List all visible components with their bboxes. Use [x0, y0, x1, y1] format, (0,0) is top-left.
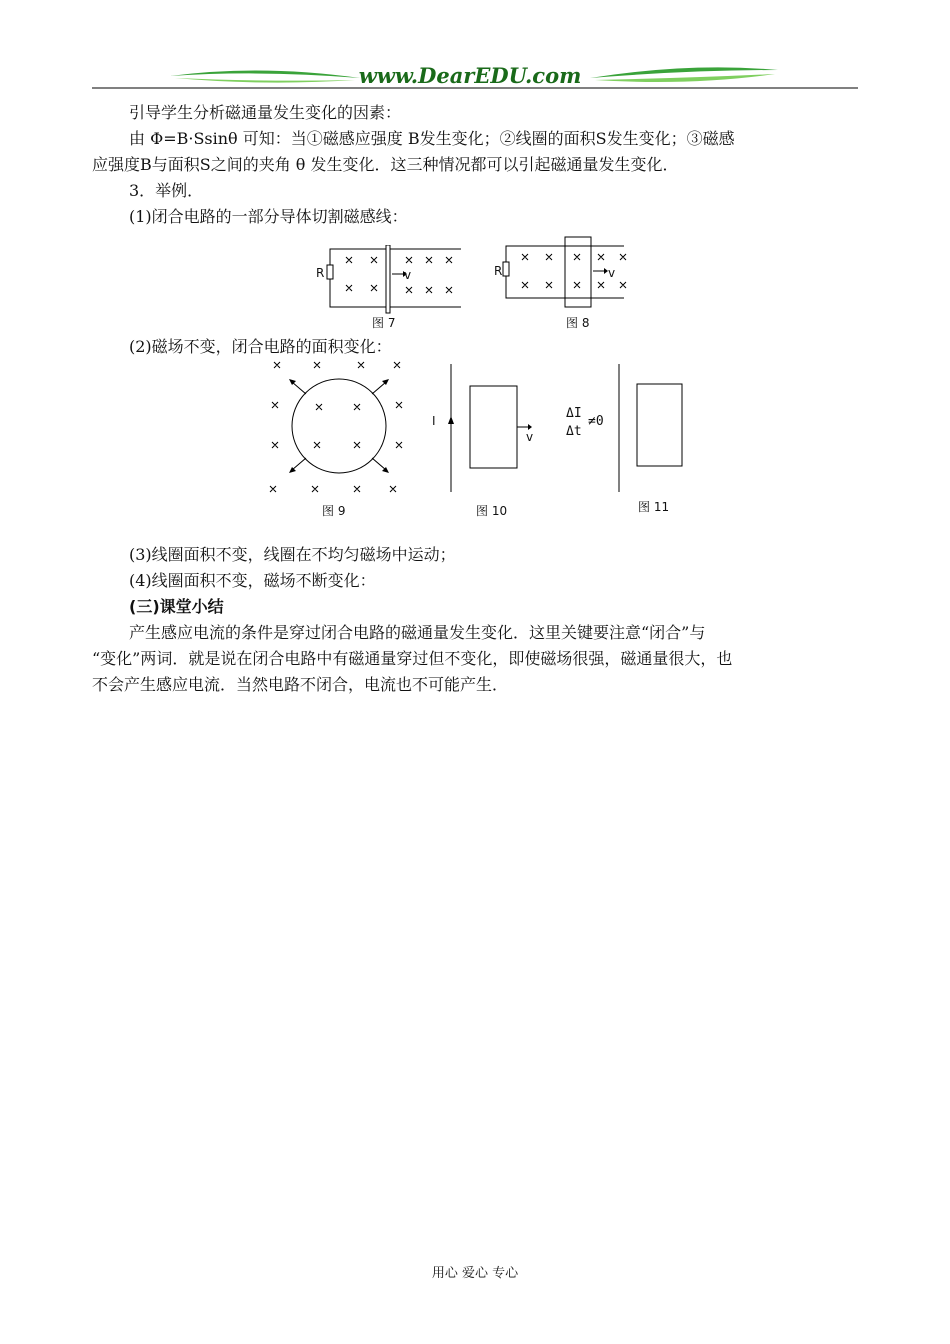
- header-banner: [0, 56, 950, 96]
- section-heading-summary: (三)课堂小结: [129, 597, 224, 616]
- figure-11-caption: 图 11: [638, 500, 670, 514]
- paragraph-examples: 3．举例．: [129, 181, 204, 200]
- paragraph-summary-1: 产生感应电流的条件是穿过闭合电路的磁通量发生变化．这里关键要注意“闭合”与: [129, 623, 706, 642]
- paragraph-summary-2: “变化”两词．就是说在闭合电路中有磁通量穿过但不变化，即使磁场很强，磁通量很大，也: [92, 649, 733, 668]
- figure-7: [316, 245, 466, 315]
- conductor-bar-7: [386, 245, 390, 313]
- figure-10: [444, 364, 544, 494]
- figure-9: [264, 358, 414, 498]
- coil-11: [637, 384, 682, 466]
- figure-8: [494, 236, 644, 311]
- resistor-label-8: R: [494, 264, 503, 278]
- velocity-label-7: v: [404, 268, 412, 282]
- loop-frame-8: [565, 237, 591, 307]
- paragraph-example-1: (1)闭合电路的一部分导体切割磁感线：: [129, 207, 408, 226]
- page-footer: 用心 爱心 专心: [431, 1266, 519, 1281]
- paragraph-factors: 引导学生分析磁通量发生变化的因素：: [129, 103, 402, 122]
- resistor-8: [503, 262, 509, 276]
- paragraph-summary-3: 不会产生感应电流．当然电路不闭合，电流也不可能产生．: [92, 675, 509, 694]
- paragraph-example-3: (3)线圈面积不变，线圈在不均匀磁场中运动；: [129, 545, 456, 564]
- coil-10: [470, 386, 517, 468]
- resistor-7: [327, 265, 333, 279]
- left-swoosh: [170, 70, 360, 78]
- current-label-10: I: [432, 414, 436, 428]
- paragraph-formula-2: 应强度B与面积S之间的夹角 θ 发生变化．这三种情况都可以引起磁通量发生变化．: [92, 155, 679, 174]
- expanding-loop: [292, 379, 386, 473]
- velocity-label-10: v: [526, 430, 534, 444]
- resistor-label-7: R: [316, 266, 325, 280]
- figure-10-caption: 图 10: [476, 504, 508, 518]
- paragraph-example-2: (2)磁场不变，闭合电路的面积变化：: [129, 337, 392, 356]
- figure-11: [600, 364, 700, 494]
- delta-t-label: Δt: [566, 424, 582, 439]
- delta-i-label: ΔI: [566, 406, 582, 421]
- figure-9-caption: 图 9: [322, 504, 346, 518]
- not-zero-label: ≠0: [588, 414, 604, 429]
- paragraph-example-4: (4)线圈面积不变，磁场不断变化：: [129, 571, 376, 590]
- figure-7-caption: 图 7: [372, 316, 396, 330]
- left-swoosh-2: [175, 78, 355, 83]
- velocity-label-8: v: [608, 266, 616, 280]
- figure-8-caption: 图 8: [566, 316, 590, 330]
- page-header: [0, 56, 950, 96]
- paragraph-formula-1: 由 Φ=B·Ssinθ 可知：当①磁感应强度 B发生变化；②线圈的面积S发生变化；③磁感: [129, 129, 735, 148]
- site-logo-text: www.DearEDU.com: [358, 63, 582, 88]
